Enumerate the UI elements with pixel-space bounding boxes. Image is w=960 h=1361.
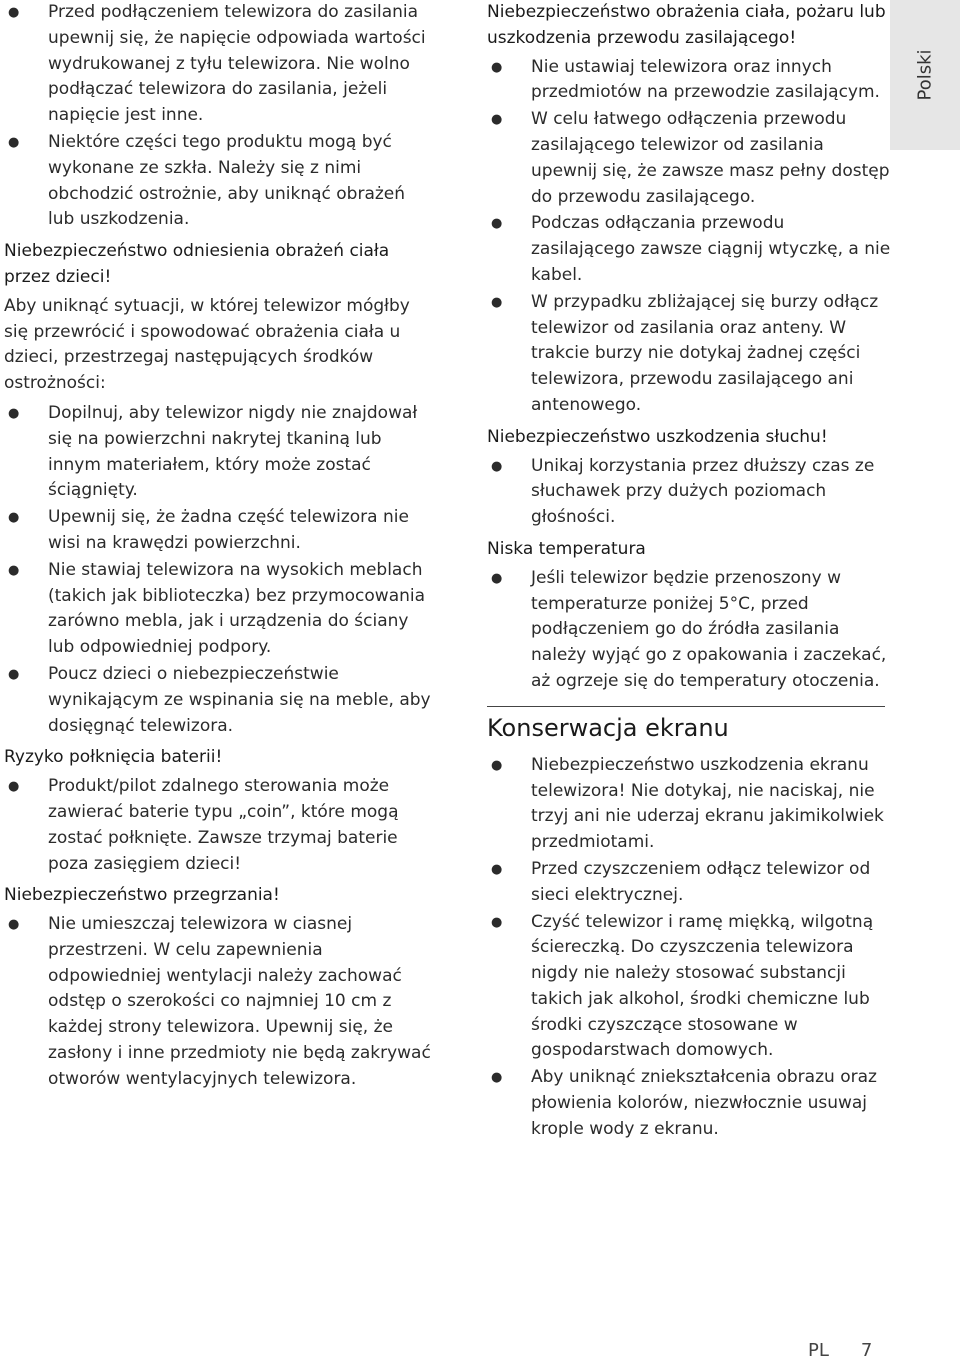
bullet-icon: ● — [491, 570, 503, 586]
section-divider — [487, 706, 885, 707]
list-item: ● Niebezpieczeństwo uszkodzenia ekranu telewizora! Nie dotykaj, nie naciskaj, nie trzyj ani nie uderzaj ekranu jakimikolwiek przedmiotami. — [491, 754, 884, 853]
bullet-icon: ● — [8, 666, 20, 682]
list-item: ● Nie stawiaj telewizora na wysokich meblach (takich jak biblioteczka) bez przymocowania zarówno mebla, jak i urządzenia do ściany lub odpowiedniej podpory. — [8, 559, 426, 658]
bullet-icon: ● — [491, 216, 503, 232]
bullet-icon: ● — [491, 294, 503, 310]
list-item: ● Aby uniknąć zniekształcenia obrazu oraz płowienia kolorów, niezwłocznie usuwaj krople wody z ekranu. — [491, 1067, 877, 1139]
list-item: ● Przed podłączeniem telewizora do zasilania upewnij się, że napięcie odpowiada wartości wydrukowanej z tyłu telewizora. Nie wolno podłączać telewizora do zasilania, jeżeli napięcie jest inne. — [8, 2, 426, 126]
left-column — [4, 0, 436, 1094]
bullet-icon: ● — [8, 562, 20, 578]
heading-overheat: Niebezpieczeństwo przegrzania! — [4, 885, 280, 906]
list-item: ● Podczas odłączania przewodu zasilającego zawsze ciągnij wtyczkę, a nie kabel. — [491, 213, 891, 285]
right-column — [487, 0, 892, 1144]
list-item: ● Poucz dzieci o niebezpieczeństwie wynikającym ze wspinania się na meble, aby dosięgnąć telewizora. — [8, 663, 431, 736]
heading-battery: Ryzyko połknięcia baterii! — [4, 747, 223, 768]
list-item: ● Produkt/pilot zdalnego sterowania może zawierać baterie typu „coin”, które mogą zostać połknięte. Zawsze trzymaj baterie poza zasięgiem dzieci! — [8, 776, 399, 874]
footer-language: PL — [808, 1340, 829, 1361]
bullet-icon: ● — [8, 134, 20, 150]
list-item: ● Nie ustawiaj telewizora oraz innych przedmiotów na przewodzie zasilającym. — [491, 56, 880, 103]
bullet-icon: ● — [8, 917, 20, 933]
page-footer — [808, 1340, 872, 1361]
bullet-icon: ● — [491, 757, 503, 773]
bullet-icon: ● — [491, 914, 503, 930]
heading-children-injury: Niebezpieczeństwo odniesienia obrażeń ciała przez dzieci! — [4, 241, 390, 287]
bullet-icon: ● — [491, 458, 503, 474]
bullet-icon: ● — [491, 112, 503, 128]
list-item: ● Unikaj korzystania przez dłuższy czas ze słuchawek przy dużych poziomach głośności. — [491, 455, 875, 528]
bullet-icon: ● — [491, 1070, 503, 1086]
list-item: ● W przypadku zbliżającej się burzy odłącz telewizor od zasilania oraz anteny. W trakcie burzy nie dotykaj żadnej części telewizora, przewodu zasilającego ani antenowego. — [491, 291, 879, 415]
list-item: ● Przed czyszczeniem odłącz telewizor od sieci elektrycznej. — [491, 858, 871, 905]
bullet-icon: ● — [491, 59, 503, 75]
list-item: ● Upewnij się, że żadna część telewizora nie wisi na krawędzi powierzchni. — [8, 507, 409, 553]
list-item: ● Niektóre części tego produktu mogą być wykonane ze szkła. Należy się z nimi obchodzić ostrożnie, aby uniknąć obrażeń lub uszkodzenia. — [8, 131, 406, 230]
bullet-icon: ● — [491, 861, 503, 877]
heading-hearing: Niebezpieczeństwo uszkodzenia słuchu! — [487, 426, 828, 447]
bullet-icon: ● — [8, 405, 20, 421]
bullet-icon: ● — [8, 510, 20, 526]
list-item: ● Nie umieszczaj telewizora w ciasnej przestrzeni. W celu zapewnienia odpowiedniej wentylacji należy zachować odstęp o szerokości co najmniej 10 cm z każdej strony telewizora. Upewnij się, że zasłony i inne przedmioty nie będą zakrywać otworów wentylacyjnych telewizora. — [8, 914, 431, 1089]
list-item: ● Dopilnuj, aby telewizor nigdy nie znajdował się na powierzchni nakrytej tkaniną lub innym materiałem, który może zostać ściągnięty. — [8, 402, 418, 501]
heading-cold: Niska temperatura — [487, 538, 646, 559]
paragraph-children-injury: Aby uniknąć sytuacji, w której telewizor mógłby się przewrócić i spowodować obrażenia ciała u dzieci, przestrzegaj następujących środków ostrożności: — [4, 295, 410, 394]
language-tab — [890, 0, 960, 150]
list-item: ● Czyść telewizor i ramę miękką, wilgotną ściereczką. Do czyszczenia telewizora nigdy nie należy stosować substancji takich jak alkohol, środki chemiczne lub środki czyszczące stosowane w gospodarstwach domowych. — [491, 911, 874, 1061]
bullet-icon: ● — [8, 5, 20, 20]
list-item: ● Jeśli telewizor będzie przenoszony w temperaturze poniżej 5°C, przed podłączeniem go do źródła zasilania należy wyjąć go z opakowania i zaczekać, aż ogrzeje się do temperatury otoczenia. — [491, 567, 887, 691]
language-tab-label: Polski — [914, 49, 936, 101]
section-title-screen-care: Konserwacja ekranu — [487, 713, 729, 742]
page-number: 7 — [860, 1340, 873, 1361]
list-item: ● W celu łatwego odłączenia przewodu zasilającego telewizor od zasilania upewnij się, że zawsze masz pełny dostęp do przewodu zasilającego. — [491, 109, 890, 207]
heading-fire: Niebezpieczeństwo obrażenia ciała, pożaru lub uszkodzenia przewodu zasilającego! — [487, 2, 886, 48]
bullet-icon: ● — [8, 779, 20, 795]
